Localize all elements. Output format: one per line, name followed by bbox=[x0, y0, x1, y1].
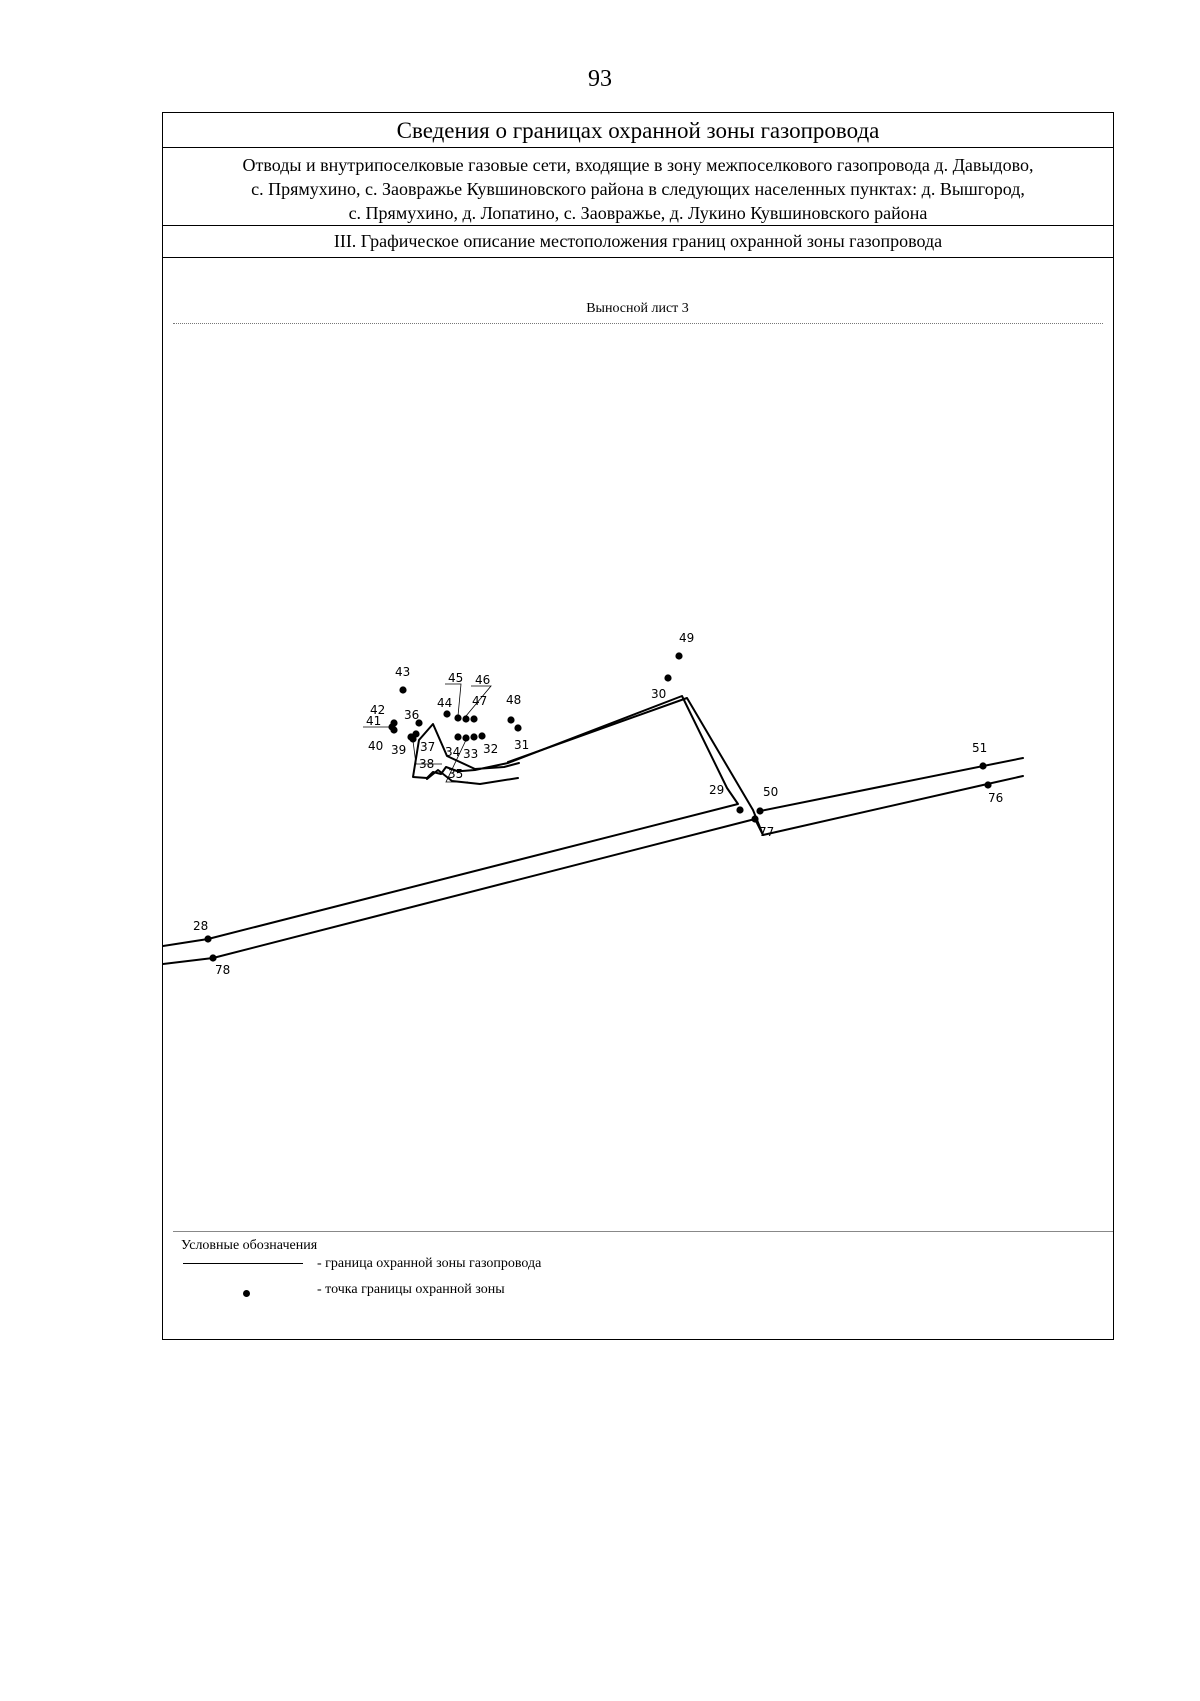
point-33 bbox=[470, 733, 477, 740]
label-45: 45 bbox=[448, 671, 464, 685]
boundary-line-lower bbox=[163, 776, 1023, 964]
point-32 bbox=[478, 732, 485, 739]
point-77 bbox=[751, 815, 758, 822]
label-77: 77 bbox=[759, 825, 775, 839]
page-number: 93 bbox=[588, 66, 612, 92]
label-43: 43 bbox=[395, 665, 411, 679]
label-37: 37 bbox=[420, 740, 436, 754]
label-32: 32 bbox=[483, 742, 499, 756]
point-50 bbox=[756, 807, 763, 814]
legend-point-symbol bbox=[243, 1290, 250, 1297]
label-44: 44 bbox=[437, 696, 453, 710]
label-51: 51 bbox=[972, 741, 988, 755]
label-30: 30 bbox=[651, 687, 667, 701]
boundary-line-branch bbox=[508, 698, 763, 835]
legend-rule bbox=[173, 1231, 1113, 1232]
label-39: 39 bbox=[391, 743, 407, 757]
description-line: с. Прямухино, с. Заовражье Кувшиновского района в следующих населенных пунктах: д. Вышгород, bbox=[251, 179, 1025, 199]
label-41: 41 bbox=[366, 714, 382, 728]
point-47 bbox=[470, 715, 477, 722]
legend-title: Условные обозначения bbox=[181, 1238, 318, 1253]
label-49: 49 bbox=[679, 631, 695, 645]
object-description bbox=[163, 148, 1113, 226]
label-50: 50 bbox=[763, 785, 779, 799]
label-29: 29 bbox=[709, 783, 725, 797]
point-76 bbox=[984, 781, 991, 788]
label-76: 76 bbox=[988, 791, 1004, 805]
legend-point-label: - точка границы охранной зоны bbox=[317, 1282, 505, 1297]
point-34 bbox=[454, 733, 461, 740]
label-47: 47 bbox=[472, 694, 488, 708]
description-line: с. Прямухино, д. Лопатино, с. Заовражье, д. Лукино Кувшиновского района bbox=[348, 203, 928, 223]
label-31: 31 bbox=[514, 738, 530, 752]
label-46: 46 bbox=[475, 673, 491, 687]
description-line: Отводы и внутрипоселковые газовые сети, входящие в зону межпоселкового газопровода д. Давыдово, bbox=[242, 155, 1034, 175]
section-heading: III. Графическое описание местоположения границ охранной зоны газопровода bbox=[163, 226, 1113, 258]
point-29 bbox=[736, 806, 743, 813]
point-49 bbox=[675, 652, 682, 659]
document-title: Сведения о границах охранной зоны газопровода bbox=[163, 113, 1113, 148]
legend-line-label: - граница охранной зоны газопровода bbox=[317, 1256, 542, 1271]
label-78: 78 bbox=[215, 963, 231, 977]
point-78 bbox=[209, 954, 216, 961]
point-44 bbox=[443, 710, 450, 717]
point-48 bbox=[507, 716, 514, 723]
boundary-map bbox=[163, 258, 1112, 1338]
point-40 bbox=[390, 726, 397, 733]
point-51 bbox=[979, 762, 986, 769]
label-42: 42 bbox=[370, 703, 386, 717]
label-35: 35 bbox=[448, 767, 464, 781]
label-34: 34 bbox=[445, 745, 461, 759]
label-33: 33 bbox=[463, 747, 479, 761]
point-31 bbox=[514, 724, 521, 731]
label-36: 36 bbox=[404, 708, 420, 722]
boundary-line-spur bbox=[427, 770, 518, 784]
label-40: 40 bbox=[368, 739, 384, 753]
map-area bbox=[163, 258, 1112, 1338]
point-43 bbox=[399, 686, 406, 693]
label-48: 48 bbox=[506, 693, 522, 707]
legend-line-symbol bbox=[183, 1263, 303, 1264]
sheet-label: Выносной лист 3 bbox=[586, 301, 689, 316]
point-28 bbox=[204, 935, 211, 942]
document-frame bbox=[162, 112, 1114, 1340]
label-38: 38 bbox=[419, 757, 435, 771]
boundary-line-upper bbox=[163, 696, 738, 946]
label-28: 28 bbox=[193, 919, 209, 933]
point-30 bbox=[664, 674, 671, 681]
point-46 bbox=[462, 715, 469, 722]
